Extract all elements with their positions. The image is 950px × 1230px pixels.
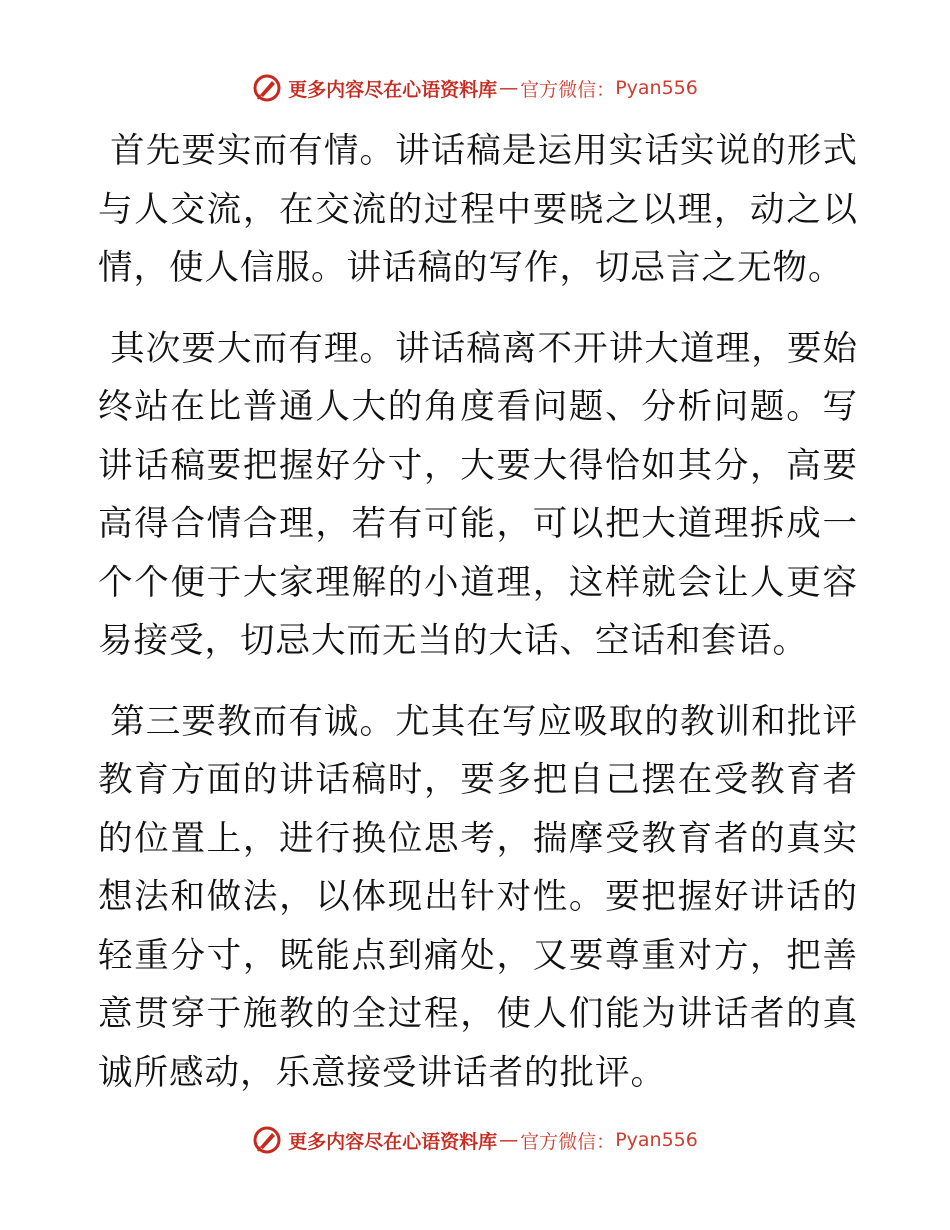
document-body [98,122,858,1124]
feather-pen-logo-icon [252,73,282,103]
header-watermark [0,68,950,108]
banner-dash: — [499,77,519,99]
banner-main-text: 更多内容尽在心语资料库 [288,1130,498,1153]
paragraph-3-text: 第三要教而有诚。尤其在写应吸取的教训和批评教育方面的讲话稿时，要多把自己摆在受教育者的位置上，进行换位思考，揣摩受教育者的真实想法和做法，以体现出针对性。要把握好讲话的轻重分寸，既能点到痛处，又要尊重对方，把善意贯穿于施教的全过程，使人们能为讲话者的真诚所感动，乐意接受讲话者的批评。 [98,701,858,1093]
footer-watermark [0,1120,950,1160]
paragraph-3 [98,693,858,1103]
feather-pen-logo-icon [252,1125,282,1155]
banner-main-text: 更多内容尽在心语资料库 [288,78,498,101]
paragraph-1 [98,122,858,298]
banner-dash: — [499,1129,519,1151]
banner-account-id: Pyan556 [615,1129,698,1151]
paragraph-2 [98,320,858,671]
banner-account-id: Pyan556 [615,77,698,99]
paragraph-2-text: 其次要大而有理。讲话稿离不开讲大道理，要始终站在比普通人大的角度看问题、分析问题。写讲话稿要把握好分寸，大要大得恰如其分，高要高得合情合理，若有可能，可以把大道理拆成一个个便于大家理解的小道理，这样就会让人更容易接受，切忌大而无当的大话、空话和套语。 [98,328,858,661]
banner-sub-text: 官方微信： [520,1130,616,1153]
banner-sub-text: 官方微信： [520,78,616,101]
paragraph-1-text: 首先要实而有情。讲话稿是运用实话实说的形式与人交流，在交流的过程中要晓之以理，动之以情，使人信服。讲话稿的写作，切忌言之无物。 [98,131,858,288]
